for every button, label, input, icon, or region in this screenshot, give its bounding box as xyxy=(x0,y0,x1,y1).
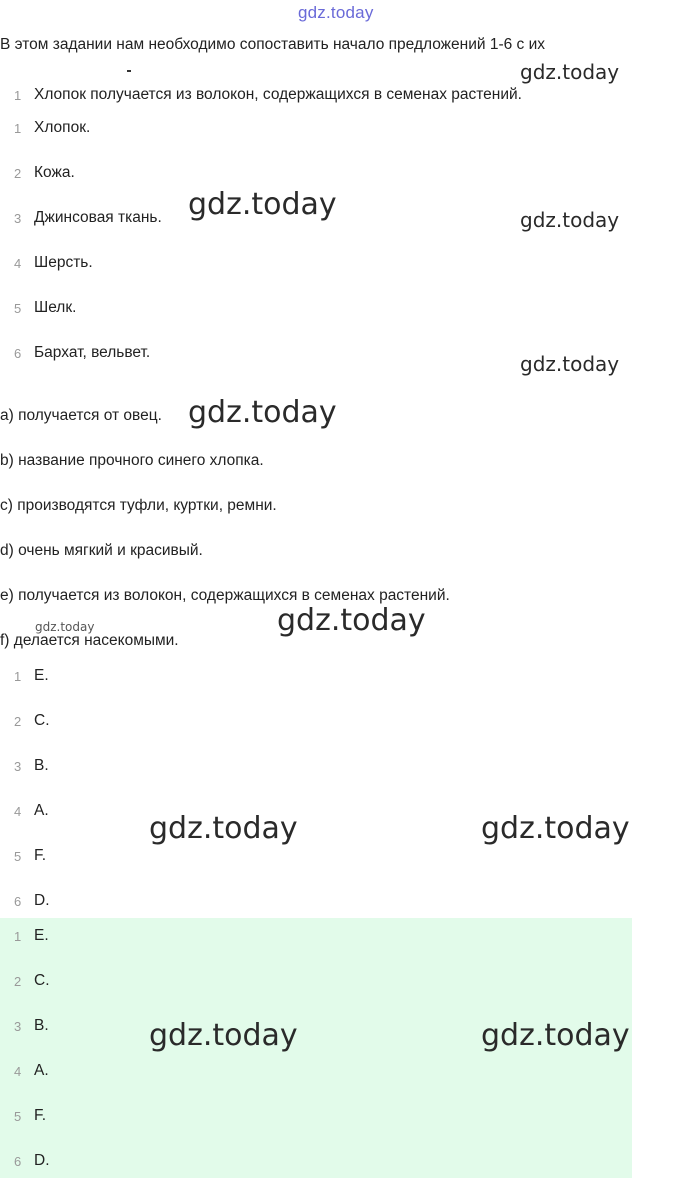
task-intro: В этом задании нам необходимо сопоставить начало предложений 1-6 с их xyxy=(0,36,545,53)
line-number: 2 xyxy=(14,165,22,181)
line-number: 5 xyxy=(14,1108,22,1124)
answer-text: F. xyxy=(34,847,47,864)
watermark: gdz.today xyxy=(520,208,620,232)
line-number: 2 xyxy=(14,973,22,989)
ending-d: d) очень мягкий и красивый. xyxy=(0,542,203,559)
line-number: 3 xyxy=(14,210,22,226)
answer-item xyxy=(14,755,49,777)
answer-text: C. xyxy=(34,972,50,989)
list-item xyxy=(14,207,162,229)
line-number: 1 xyxy=(14,928,22,944)
line-number: 6 xyxy=(14,893,22,909)
line-number: 5 xyxy=(14,300,22,316)
line-number: 1 xyxy=(14,668,22,684)
answer-text: E. xyxy=(34,927,49,944)
highlighted-answer-item xyxy=(14,1060,49,1082)
answer-item xyxy=(14,665,49,687)
ending-c: c) производятся туфли, куртки, ремни. xyxy=(0,497,277,514)
watermark: gdz.today xyxy=(188,187,337,222)
highlighted-answer-item xyxy=(14,970,50,992)
answer-item xyxy=(14,845,46,867)
line-number: 3 xyxy=(14,1018,22,1034)
line-text: Джинсовая ткань. xyxy=(34,209,162,226)
answer-text: A. xyxy=(34,802,49,819)
line-number: 4 xyxy=(14,1063,22,1079)
answer-text: B. xyxy=(34,1017,49,1034)
line-number: 4 xyxy=(14,255,22,271)
watermark: gdz.today xyxy=(481,811,630,846)
highlighted-answer-item xyxy=(14,925,49,947)
highlighted-answer-item xyxy=(14,1150,50,1172)
line-number: 1 xyxy=(14,120,22,136)
line-number: 2 xyxy=(14,713,22,729)
highlighted-answer-item xyxy=(14,1015,49,1037)
watermark: gdz.today xyxy=(520,60,620,84)
answer-text: F. xyxy=(34,1107,47,1124)
line-number: 1 xyxy=(14,87,22,103)
list-item xyxy=(14,297,76,319)
line-number: 6 xyxy=(14,1153,22,1169)
answer-text: D. xyxy=(34,1152,50,1169)
watermark: gdz.today xyxy=(277,603,426,638)
stray-mark xyxy=(127,70,131,72)
watermark: gdz.today xyxy=(481,1018,630,1053)
watermark: gdz.today xyxy=(149,1018,298,1053)
answer-text: E. xyxy=(34,667,49,684)
ending-b: b) название прочного синего хлопка. xyxy=(0,452,264,469)
line-text: Шерсть. xyxy=(34,254,93,271)
highlighted-answer-item xyxy=(14,1105,46,1127)
line-text: Хлопок получается из волокон, содержащихся в семенах растений. xyxy=(34,86,522,103)
list-item xyxy=(14,342,150,364)
line-text: Бархат, вельвет. xyxy=(34,344,151,361)
site-title[interactable]: gdz.today xyxy=(298,3,374,22)
line-text: Хлопок. xyxy=(34,119,91,136)
ending-e: e) получается из волокон, содержащихся в семенах растений. xyxy=(0,587,450,604)
watermark: gdz.today xyxy=(188,395,337,430)
watermark: gdz.today xyxy=(35,620,95,634)
list-item xyxy=(14,252,93,274)
answer-item xyxy=(14,890,50,912)
line-number: 6 xyxy=(14,345,22,361)
answer-text: C. xyxy=(34,712,50,729)
example-line xyxy=(14,84,522,106)
line-number: 3 xyxy=(14,758,22,774)
answer-text: A. xyxy=(34,1062,49,1079)
line-text: Шелк. xyxy=(34,299,77,316)
ending-a: a) получается от овец. xyxy=(0,407,162,424)
watermark: gdz.today xyxy=(149,811,298,846)
ending-f: f) делается насекомыми. xyxy=(0,632,179,649)
answer-text: B. xyxy=(34,757,49,774)
line-text: Кожа. xyxy=(34,164,75,181)
watermark: gdz.today xyxy=(520,352,620,376)
answer-item xyxy=(14,800,49,822)
list-item xyxy=(14,117,90,139)
line-number: 4 xyxy=(14,803,22,819)
list-item xyxy=(14,162,75,184)
line-number: 5 xyxy=(14,848,22,864)
answer-text: D. xyxy=(34,892,50,909)
answer-item xyxy=(14,710,50,732)
